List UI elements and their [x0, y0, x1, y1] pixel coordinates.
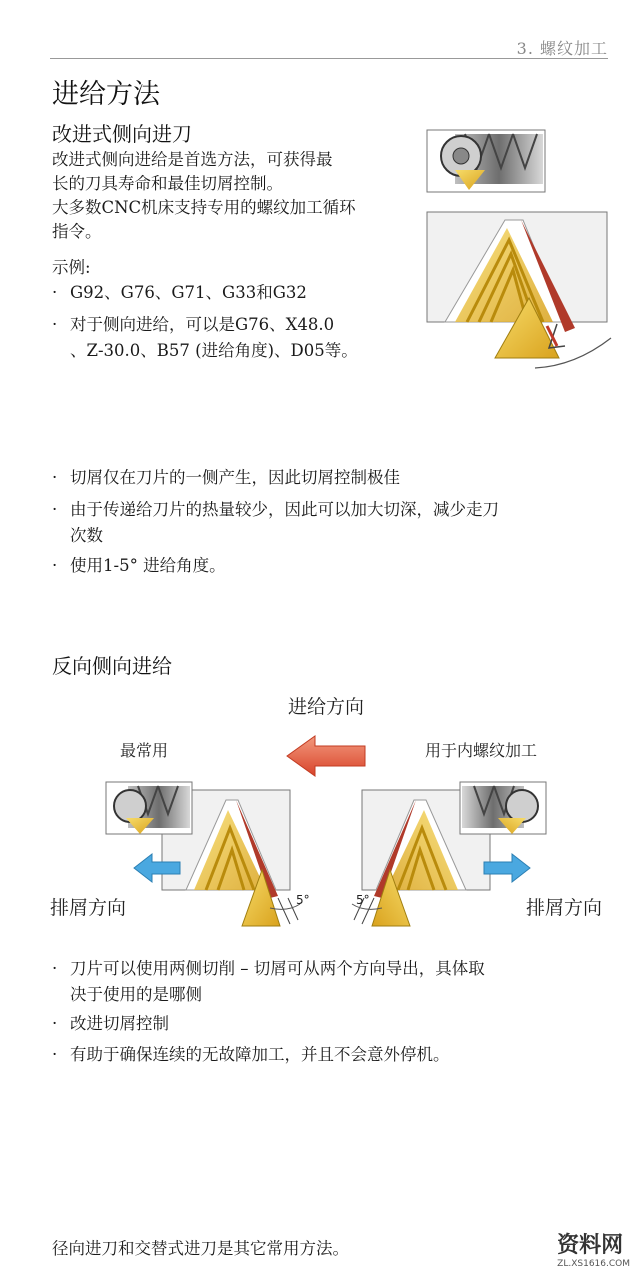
section-heading-modified-flank: 改进式侧向进刀 — [52, 122, 192, 146]
section1-paragraph — [52, 148, 356, 244]
angle-label-left: 5° — [296, 893, 310, 907]
para-line: 长的刀具寿命和最佳切屑控制。 — [52, 174, 283, 193]
chip-direction-left-arrow-icon — [132, 852, 182, 884]
example-label: 示例: — [52, 258, 91, 277]
modified-flank-infeed-figure — [425, 128, 625, 388]
bullet-dot: · — [52, 556, 58, 575]
reverse-benefit-bullet — [52, 1042, 450, 1068]
para-line: 大多数CNC机床支持专用的螺纹加工循环 — [52, 198, 356, 217]
bullet-text: 对于侧向进给，可以是G76、X48.0 — [70, 315, 335, 334]
bullet-dot: · — [52, 468, 58, 487]
bullet-dot: · — [52, 500, 58, 519]
reverse-benefit-bullet — [52, 1011, 169, 1037]
watermark-url: ZL.XS1616.COM — [557, 1259, 630, 1269]
internal-thread-caption: 用于内螺纹加工 — [425, 741, 538, 760]
section-heading-reverse-flank: 反向侧向进给 — [52, 654, 172, 678]
bullet-dot: · — [52, 283, 58, 302]
chip-direction-right-arrow-icon — [482, 852, 532, 884]
bullet-text-cont: 决于使用的是哪侧 — [70, 985, 202, 1004]
bullet-text: 由于传递给刀片的热量较少，因此可以加大切深，减少走刀 — [70, 500, 499, 519]
watermark-text: 资料网 — [557, 1233, 624, 1258]
reverse-benefit-bullet — [52, 956, 485, 1008]
benefit-bullet — [52, 553, 226, 579]
bullet-text-cont: 次数 — [70, 526, 103, 545]
angle-label-right: 5° — [356, 893, 370, 907]
bullet-dot: · — [52, 315, 58, 334]
feed-direction-arrow-icon — [285, 734, 367, 778]
bullet-text: 有助于确保连续的无故障加工，并且不会意外停机。 — [70, 1045, 450, 1064]
chip-direction-label-left: 排屑方向 — [50, 897, 127, 919]
benefit-bullet — [52, 497, 499, 549]
page-title: 进给方法 — [52, 79, 160, 110]
bullet-text-cont: 、Z-30.0、B57 (进给角度)、D05等。 — [70, 341, 358, 360]
benefit-bullet — [52, 465, 400, 491]
bullet-dot: · — [52, 1014, 58, 1033]
example-bullet — [52, 280, 307, 306]
para-line: 指令。 — [52, 222, 102, 241]
bullet-dot: · — [52, 959, 58, 978]
feed-direction-label: 进给方向 — [288, 696, 365, 718]
bullet-text: 切屑仅在刀片的一侧产生，因此切屑控制极佳 — [70, 468, 400, 487]
footer-note: 径向进刀和交替式进刀是其它常用方法。 — [52, 1239, 349, 1258]
bullet-text: 改进切屑控制 — [70, 1014, 169, 1033]
para-line: 改进式侧向进给是首选方法，可获得最 — [52, 150, 333, 169]
bullet-dot: · — [52, 1045, 58, 1064]
example-bullet — [52, 312, 358, 364]
bullet-text: 使用1-5° 进给角度。 — [70, 556, 226, 575]
header-divider — [50, 58, 608, 59]
bullet-text: G92、G76、G71、G33和G32 — [70, 283, 307, 302]
chapter-header: 3. 螺纹加工 — [516, 39, 608, 58]
most-common-caption: 最常用 — [120, 741, 169, 760]
bullet-text: 刀片可以使用两侧切削 – 切屑可从两个方向导出，具体取 — [70, 959, 485, 978]
watermark-logo — [557, 1228, 630, 1269]
chip-direction-label-right: 排屑方向 — [526, 897, 603, 919]
